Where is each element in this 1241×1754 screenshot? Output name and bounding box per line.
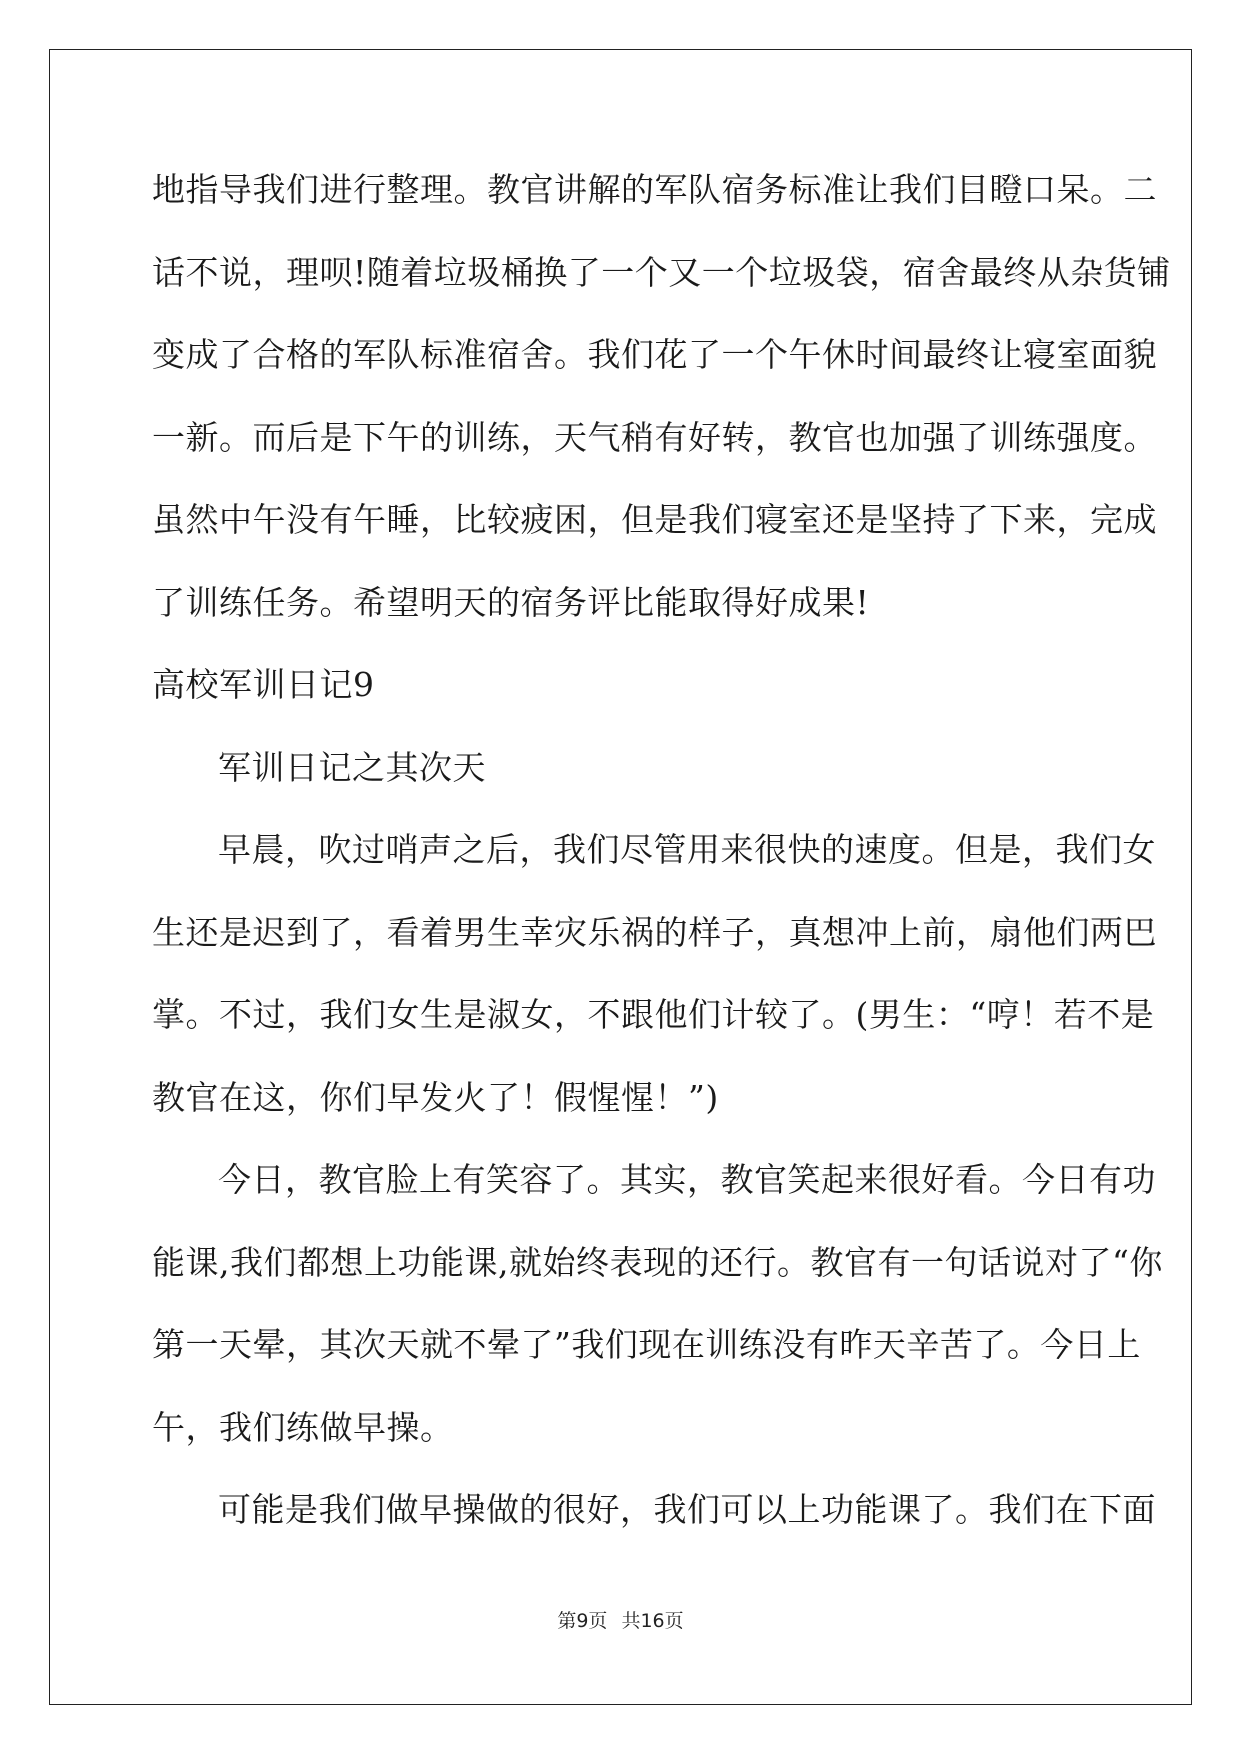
section-subheading: 军训日记之其次天 (218, 747, 486, 787)
section-heading: 高校军训日记9 (152, 665, 375, 704)
text-line: 一新。而后是下午的训练，天气稍有好转，教官也加强了训练强度。 (152, 417, 1157, 457)
text-line: 早晨，吹过哨声之后，我们尽管用来很快的速度。但是，我们女 (218, 830, 1156, 869)
text-line: 了训练任务。希望明天的宿务评比能取得好成果! (152, 582, 870, 622)
document-body (152, 160, 1171, 1563)
text-line: 虽然中午没有午睡，比较疲困，但是我们寝室还是坚持了下来，完成 (152, 500, 1157, 539)
page-total: 共16页 (621, 1610, 684, 1632)
text-line: 话不说，理呗!随着垃圾桶换了一个又一个垃圾袋，宿舍最终从杂货铺 (152, 252, 1171, 292)
text-line: 可能是我们做早操做的很好，我们可以上功能课了。我们在下面 (218, 1490, 1156, 1529)
text-line: 午，我们练做早操。 (152, 1407, 454, 1447)
text-line: 变成了合格的军队标准宿舍。我们花了一个午休时间最终让寝室面貌 (152, 335, 1157, 374)
text-line: 掌。不过，我们女生是淑女，不跟他们计较了。(男生：“哼！若不是 (152, 995, 1155, 1034)
text-line: 生还是迟到了，看着男生幸灾乐祸的样子，真想冲上前，扇他们两巴 (152, 912, 1157, 952)
text-line: 能课,我们都想上功能课,就始终表现的还行。教官有一句话说对了“你 (152, 1242, 1163, 1282)
text-line: 今日，教官脸上有笑容了。其实，教官笑起来很好看。今日有功 (218, 1160, 1156, 1199)
page-footer (0, 1606, 1241, 1633)
text-line: 第一天晕，其次天就不晕了”我们现在训练没有昨天辛苦了。今日上 (152, 1325, 1141, 1364)
text-line: 地指导我们进行整理。教官讲解的军队宿务标准让我们目瞪口呆。二 (152, 170, 1157, 209)
text-line: 教官在这，你们早发火了！假惺惺！”) (152, 1077, 719, 1117)
page-number: 第9页 (557, 1610, 608, 1632)
